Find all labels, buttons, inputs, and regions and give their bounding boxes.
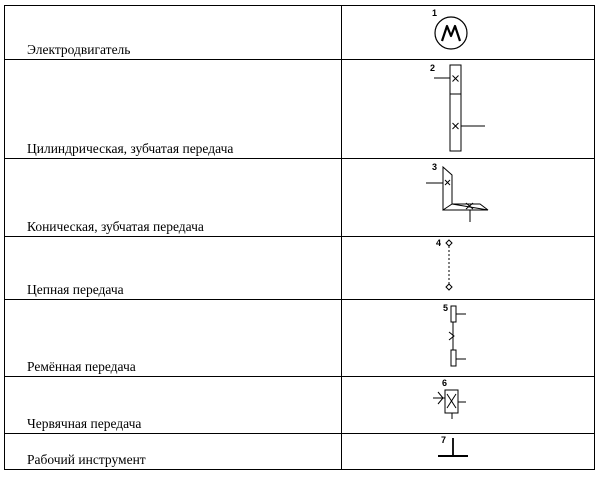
- table-row: [5, 159, 595, 237]
- table-row: [5, 237, 595, 300]
- row-label: Коническая, зубчатая передача: [5, 159, 342, 237]
- row-label: Ремённая передача: [5, 300, 342, 377]
- row-symbol-cell: [342, 300, 595, 377]
- symbol-number: 4: [436, 238, 442, 248]
- belt-drive-icon: [342, 300, 594, 377]
- row-symbol-cell: [342, 6, 595, 60]
- row-label: Червячная передача: [5, 377, 342, 434]
- symbol-number: 6: [442, 378, 448, 388]
- electric-motor-icon: [342, 6, 594, 60]
- symbol-number: 1: [432, 8, 438, 18]
- row-label: Цилиндрическая, зубчатая передача: [5, 60, 342, 159]
- symbols-table: [4, 5, 595, 470]
- row-label: Рабочий инструмент: [5, 434, 342, 470]
- row-symbol-cell: [342, 237, 595, 300]
- row-label: Электродвигатель: [5, 6, 342, 60]
- table-row: [5, 377, 595, 434]
- symbol-number: 2: [430, 63, 436, 73]
- working-tool-icon: [342, 434, 594, 470]
- row-symbol-cell: [342, 159, 595, 237]
- symbol-number: 3: [432, 162, 438, 172]
- bevel-gear-icon: [342, 159, 594, 237]
- cylindrical-gear-icon: [342, 60, 594, 159]
- row-symbol-cell: [342, 377, 595, 434]
- symbol-number: 7: [441, 435, 447, 445]
- table-row: [5, 300, 595, 377]
- table-row: [5, 434, 595, 470]
- symbol-number: 5: [443, 303, 449, 313]
- row-label: Цепная передача: [5, 237, 342, 300]
- row-symbol-cell: [342, 434, 595, 470]
- worm-gear-icon: [342, 377, 594, 434]
- table-row: [5, 6, 595, 60]
- chain-drive-icon: [342, 237, 594, 300]
- table-row: [5, 60, 595, 159]
- row-symbol-cell: [342, 60, 595, 159]
